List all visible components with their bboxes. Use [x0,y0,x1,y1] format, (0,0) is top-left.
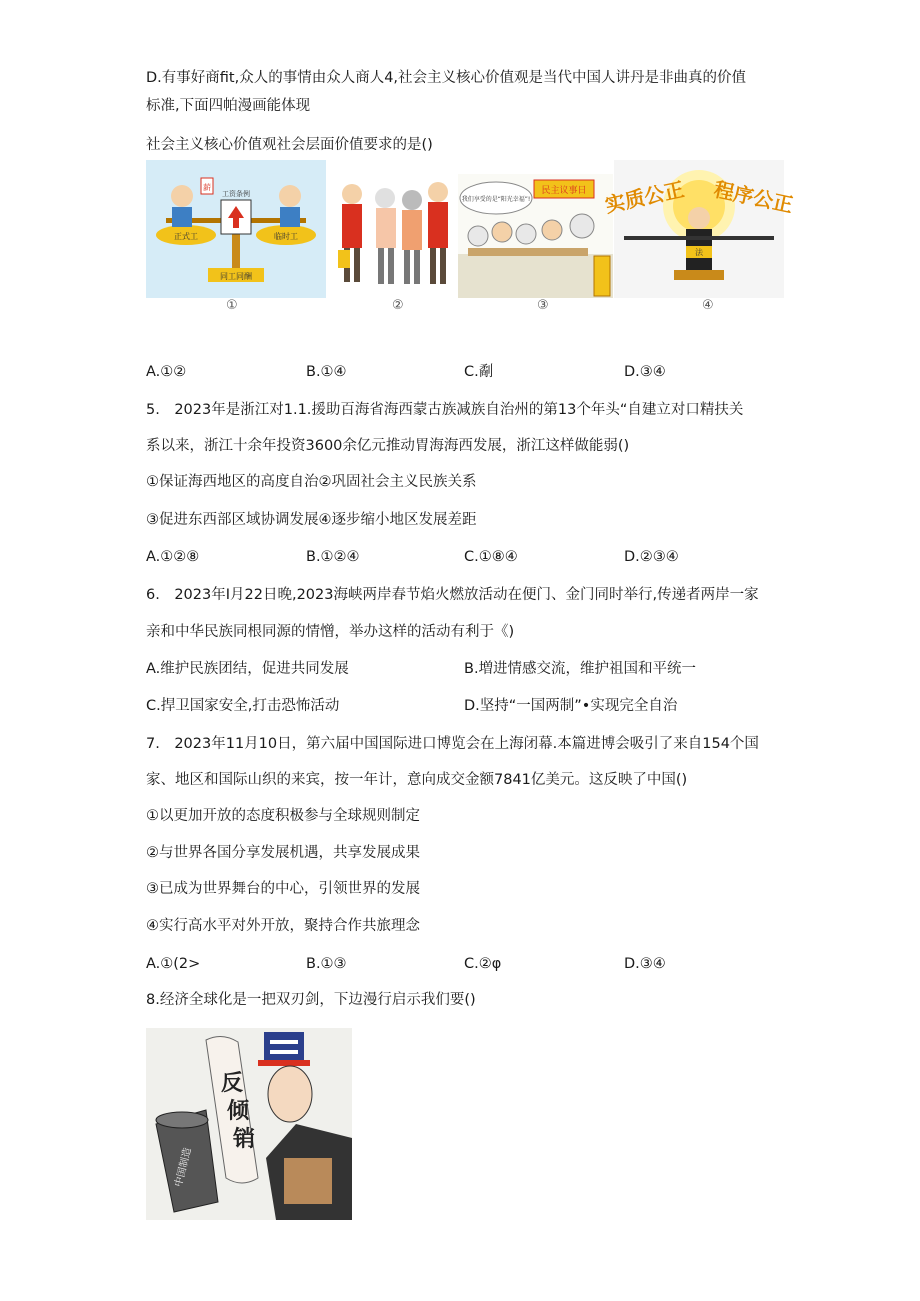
comic-1-base-label: 同工同酬 [220,272,252,281]
comic-3-democracy-day [458,174,613,298]
q4-stem: 社会主义核心价值观社会层面价值要求的是() [146,137,433,153]
comic-1-equal-pay [146,160,326,298]
q7-option-a: A.①(2> [146,956,201,972]
q6-option-a: A.维护民族团结，促进共同发展 [146,661,349,677]
q5-option-a: A.①②⑧ [146,549,200,565]
q7-statement-4: ④实行高水平对外开放，聚持合作共旅理念 [146,918,420,934]
comic-3-caption: ③ [537,298,549,313]
q7-statement-2: ②与世界各国分享发展机遇，共享发展成果 [146,845,420,861]
q6-line-2: 亲和中华民族同根同源的情憎，举办这样的活动有利于《) [146,624,515,640]
q4-line-2: 标准,下面四帕漫画能体现 [146,98,311,114]
q5-option-b: B.①②④ [306,549,360,565]
cartoon-label-2: 倾 [226,1099,250,1124]
comic-2-caption: ② [392,298,404,313]
cartoon-can-label: 中国制造 [173,1146,194,1189]
comic-4-caption: ④ [702,298,714,313]
q8-anti-dumping-cartoon [146,1028,352,1220]
q4-line-1: D.有事好商fit,众人的事情由众人商人4,社会主义核心价值观是当代中国人讲丹是非曲真的价值 [146,70,747,86]
comic-1-book-text: 工资条例 [222,190,250,198]
q5-option-c: C.①⑧④ [464,549,518,565]
comic-1-caption: ① [226,298,238,313]
q4-option-b: B.①④ [306,364,347,380]
q7-line-1: 7. 2023年11月10日，第六届中国国际进口博览会在上海闭幕.本篇进博会吸引了来自154个国 [146,736,759,752]
q5-option-d: D.②③④ [624,549,679,565]
q6-option-d: D.坚持“一国两制”•实现完全自治 [464,698,678,714]
comic-3-sign: 民主议事日 [541,186,587,196]
comic-1-note-text: 薪 [203,183,211,192]
comic-4-justice [602,160,796,298]
comic-4-badge: 法 [695,248,703,257]
q6-line-1: 6. 2023年I月22日晚,2023海峡两岸春节焰火燃放活动在便门、金门同时举行,传递者两岸一家 [146,587,759,603]
comic-1-right-label: 临时工 [274,232,298,241]
q7-statement-1: ①以更加开放的态度积极参与全球规则制定 [146,808,420,824]
cartoon-label-1: 反 [220,1071,244,1096]
comic-4-left-text: 实质公正 [602,177,687,218]
q5-line-2: 系以来，浙江十余年投资3600余亿元推动胃海海西发展，浙江这样做能弱() [146,438,630,454]
q7-option-c: C.②φ [464,956,502,972]
q7-line-2: 家、地区和国际山织的来宾，按一年计，意向成交金额7841亿美元。这反映了中国() [146,772,688,788]
comic-2-helping-elderly [330,170,458,298]
q4-option-c: C.劀 [464,364,494,380]
q6-option-b: B.増进情感交流，维护祖国和平统一 [464,661,697,677]
q5-statement-2: ③促进东西部区域协调发展④逐步缩小地区发展差距 [146,512,477,528]
q4-option-a: A.①② [146,364,187,380]
q7-option-b: B.①③ [306,956,347,972]
q5-line-1: 5. 2023年是浙江对1.1.援助百海省海西蒙古族减族自治州的第13个年头“自建立对口精扶关 [146,402,744,418]
q6-option-c: C.捍卫国家安全,打击恐怖活动 [146,698,340,714]
comic-3-bubble: 我们享受的是“阳光幸福”! [461,196,531,203]
q7-statement-3: ③已成为世界舞台的中心，引领世界的发展 [146,881,420,897]
cartoon-label-3: 销 [232,1127,256,1152]
q4-option-d: D.③④ [624,364,666,380]
q5-statement-1: ①保证海西地区的高度自治②巩固社会主义民族关系 [146,474,477,490]
comic-4-right-text: 程序公正 [711,177,796,218]
q7-option-d: D.③④ [624,956,666,972]
q8-stem: 8.经济全球化是一把双刃剑，下边漫行启示我们要() [146,992,476,1008]
comic-1-left-label: 正式工 [174,232,198,241]
